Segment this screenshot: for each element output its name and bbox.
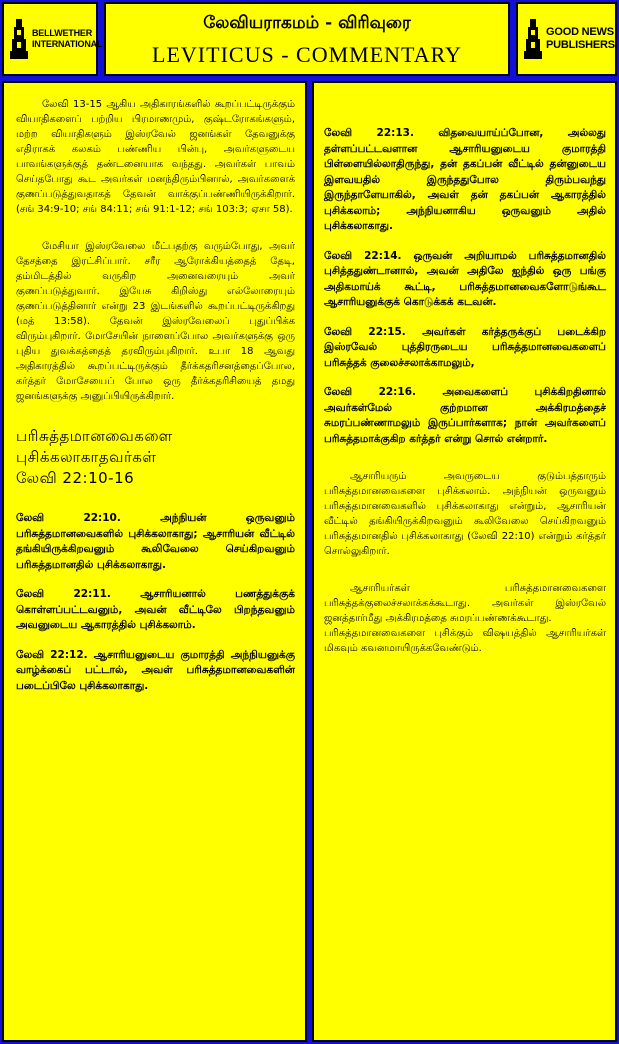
right-column xyxy=(312,81,617,1042)
bellwether-logo xyxy=(2,2,103,76)
logo-left-line2: INTERNATIONAL xyxy=(32,39,103,49)
verse-22-11: லேவி 22:11. ஆசாரியனால் பணத்துக்குக் கொள்ளப்பட்டவனும், அவன் வீட்டிலே பிறந்தவனும் அவனுடைய ஆகாரத்தில் புசிக்கலாம். xyxy=(16,588,295,631)
heading-line-2: புசிக்கலாகாதவர்கள் xyxy=(16,448,157,466)
verse-22-12: லேவி 22:12. ஆசாரியனுடைய குமாரத்தி அந்நியனுக்கு வாழ்க்கைப் பட்டால், அவள் பரிசுத்தமானவைகளின் படைப்பிலே புசிக்கலாகாது. xyxy=(16,648,295,692)
commentary-paragraph-5: பரிசுத்தமானவைகளை புசிக்கும் விஷயத்தில் ஆசாரியர்கள் மிகவும் கவனமாயிருக்கவேண்டும். xyxy=(324,628,606,654)
good-news-logo xyxy=(516,2,617,76)
verse-22-10: லேவி 22:10. அந்நியன் ஒருவனும் பரிசுத்தமானவைகளில் புசிக்கலாகாது; ஆசாரியன் வீட்டில் தங்கியிருக்கிறவனும் கூலிவேலை செய்கிறவனும் பரிசுத்தமானதில் புசிக்கலாகாது. xyxy=(16,512,295,571)
heading-reference: லேவி 22:10-16 xyxy=(16,469,135,487)
good-news-tower-icon xyxy=(522,17,544,61)
page-header xyxy=(104,2,510,76)
verse-22-13: லேவி 22:13. விதவையாய்ப்போன, அல்லது தள்ளப்பட்டவளான ஆசாரியனுடைய குமாரத்தி பிள்ளையில்லாதிருந்து, தன் தகப்பன் வீட்டில் தன்னுடைய இளவயதில் இருந்ததுபோல திரும்பவந்து இருந்தாளேயாகில், அவள் தன் தகப்பன் ஆகாரத்தில் புசிக்கலாம்; அந்நியனாகிய ஒருவனும் அதில் புசிக்கலாகாது. xyxy=(324,127,606,232)
commentary-paragraph-1: லேவி 13-15 ஆகிய அதிகாரங்களில் கூறப்பட்டிருக்கும் வியாதிகளைப் பற்றிய பிரமாணமும், குஷ்டரோகங்களும், மற்ற வியாதிகளும் இஸ்ரவேல் ஜனங்கள் தேவனுக்கு எதிராகக் கலகம் பண்ணிய பின்பு, அவர்களுடைய பாவங்களுக்குத் தண்டனையாக வந்தது. அவர்கள் பாவம் செய்தபோது கூட அவர்கள் மனந்திரும்பினால், அவர்களைக் குணப்படுத்துவதாகத் தேவன் வாக்குப்பண்ணியிருக்கிறார். (சங் 34:9-10; சங் 84:11; சங் 91:1-12; சங் 103:3; ஏசா 58). xyxy=(16,99,295,215)
commentary-paragraph-2: மேசியா இஸ்ரவேலை மீட்பதற்கு வரும்போது, அவர் தேசத்தை இரட்சிப்பார். சரீர ஆரோக்கியத்தைத் தேடி, தம்மிடத்தில் வருகிற அனைவரையும் அவர் குணப்படுத்துவார். இயேசு கிறிஸ்து எல்லோரையும் குணப்படுத்தினார் என்று 23 இடங்களில் கூறப்பட்டிருக்கிறது (மத் 13:58). தேவன் இஸ்ரவேலைப் புதுப்பிக்க விரும்புகிறார். மோசேயின் நாளைப்போல அவர்களுக்கு ஒரு புதிய துவக்கத்தைத் தரவிரும்புகிறார். உபா 18 ஆவது அதிகாரத்தில் கூறப்பட்டிருக்கும் தீர்க்கதரிசனத்தைப்போல, கர்த்தர் மோசேயைப் போல ஒரு தீர்க்கதரிசியைத் தமது ஜனங்களுக்கு அனுப்பியிருக்கிறார். xyxy=(16,241,295,402)
left-column xyxy=(2,81,307,1042)
logo-right-line2: PUBLISHERS xyxy=(546,39,615,51)
logo-left-line1: BELLWETHER xyxy=(32,28,92,38)
bellwether-tower-icon xyxy=(8,17,30,61)
section-heading xyxy=(16,426,295,489)
verse-22-14: லேவி 22:14. ஒருவன் அறியாமல் பரிசுத்தமானதில் புசித்ததுண்டானால், அவன் அதிலே ஐந்தில் ஒரு பங்கு அதிகமாய்க் கூட்டி, பரிசுத்தமானவைகளோடுங்கூட ஆசாரியனுக்குக் கொடுக்கக் கடவன். xyxy=(324,249,606,308)
commentary-paragraph-3: ஆசாரியரும் அவருடைய குடும்பத்தாரும் பரிசுத்தமானவைகளை புசிக்கலாம். அந்நியன் ஒருவனும் பரிசுத்தமானவைகளில் புசிக்கலாகாது என்றும், ஆசாரியன் வீட்டில் தங்கியிருக்கிறவனும் கூலிவேலை செய்கிறவனும் பரிசுத்தமானதில் புசிக்கலாகாது (லேவி 22:10) என்றும் கர்த்தர் சொல்லுகிறார். xyxy=(324,471,606,557)
logo-right-line1: GOOD NEWS xyxy=(546,26,614,38)
verse-22-15: லேவி 22:15. அவர்கள் கர்த்தருக்குப் படைக்கிற இஸ்ரவேல் புத்திரருடைய பரிசுத்தமானவைகளைப் பரிசுத்தக் குலைச்சலாக்காமலும், xyxy=(324,325,606,369)
commentary-paragraph-4: ஆசாரியர்கள் பரிசுத்தமானவைகளை பரிசுத்தக்குலைச்சலாக்கக்கூடாது. அவர்கள் இஸ்ரவேல் ஜனத்தார்மீது அக்கிரமத்தை சுமரப்பண்ணக்கூடாது. xyxy=(324,583,606,624)
verse-22-16: லேவி 22:16. அவைகளைப் புசிக்கிறதினால் அவர்கள்மேல் குற்றமான அக்கிரமத்தைச் சுமரப்பண்ணாமலும் இருப்பார்களாக; நான் அவர்களைப் பரிசுத்தமாக்குகிற கர்த்தர் என்று சொல் என்றார். xyxy=(324,386,606,445)
title-english: LEVITICUS - COMMENTARY xyxy=(152,42,462,67)
heading-line-1: பரிசுத்தமானவைகளை xyxy=(16,427,173,445)
title-tamil: லேவியராகமம் - விரிவுரை xyxy=(203,13,411,33)
